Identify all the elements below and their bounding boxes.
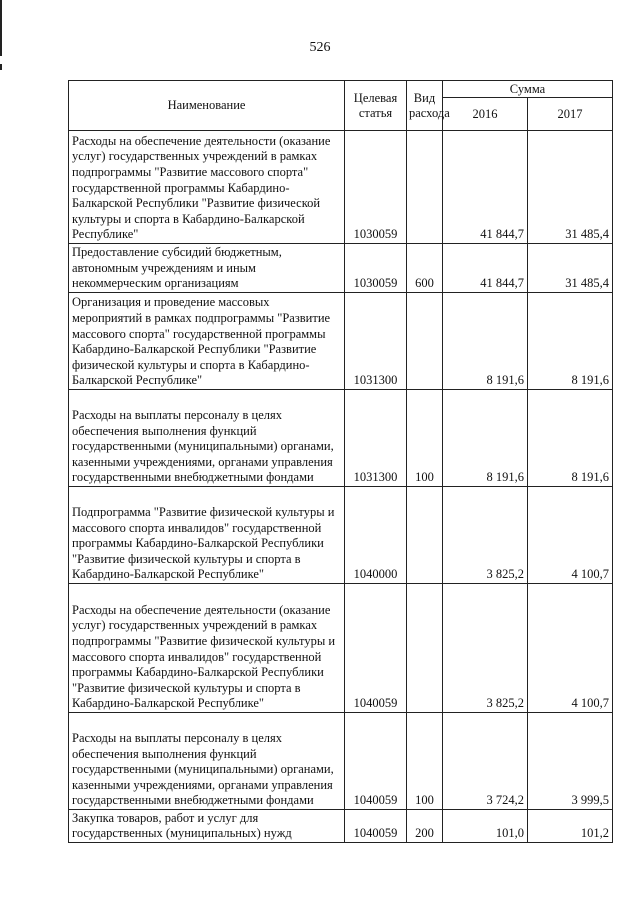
row-sum-2017: 4 100,7 — [528, 584, 613, 713]
row-sum-2016: 3 825,2 — [443, 487, 528, 584]
row-expense-type: 100 — [407, 713, 443, 810]
scan-edge-mark — [0, 64, 2, 70]
row-name: Подпрограмма "Развитие физической культуры и массового спорта инвалидов" государственной программы Кабардино-Балкарской Республики "Развитие физической культуры и спорта в Кабардино-Балкарской Республике" — [69, 487, 345, 584]
page-number: 526 — [309, 40, 331, 55]
row-target-code: 1031300 — [345, 390, 407, 487]
row-name: Расходы на выплаты персоналу в целях обеспечения выполнения функций государственными (муниципальными) органами, казенными учреждениями, органами управления государственными внебюджетными фондами — [69, 713, 345, 810]
row-sum-2017: 31 485,4 — [528, 131, 613, 244]
header-name: Наименование — [69, 81, 345, 131]
row-expense-type: 100 — [407, 390, 443, 487]
budget-table — [68, 80, 613, 843]
table-row — [69, 131, 613, 244]
row-name: Расходы на выплаты персоналу в целях обеспечения выполнения функций государственными (муниципальными) органами, казенными учреждениями, органами управления государственными внебюджетными фондами — [69, 390, 345, 487]
row-sum-2016: 101,0 — [443, 810, 528, 843]
row-expense-type: 600 — [407, 244, 443, 293]
row-sum-2017: 31 485,4 — [528, 244, 613, 293]
row-expense-type — [407, 487, 443, 584]
row-name: Организация и проведение массовых мероприятий в рамках подпрограммы "Развитие массового спорта" государственной программы Кабардино-Балкарской Республики "Развитие физической культуры и спорта в Кабардино-Балкарской Республике" — [69, 293, 345, 390]
row-target-code: 1031300 — [345, 293, 407, 390]
table-row — [69, 713, 613, 810]
row-sum-2017: 8 191,6 — [528, 293, 613, 390]
row-sum-2016: 8 191,6 — [443, 293, 528, 390]
row-expense-type — [407, 131, 443, 244]
row-expense-type — [407, 293, 443, 390]
table-row — [69, 390, 613, 487]
table-row — [69, 584, 613, 713]
row-target-code: 1040059 — [345, 713, 407, 810]
row-sum-2016: 3 825,2 — [443, 584, 528, 713]
table-row — [69, 293, 613, 390]
header-sum: Сумма — [443, 81, 613, 98]
row-sum-2017: 8 191,6 — [528, 390, 613, 487]
row-target-code: 1040000 — [345, 487, 407, 584]
row-sum-2017: 101,2 — [528, 810, 613, 843]
row-sum-2016: 41 844,7 — [443, 131, 528, 244]
table-row — [69, 244, 613, 293]
row-expense-type — [407, 584, 443, 713]
row-sum-2017: 4 100,7 — [528, 487, 613, 584]
header-expense-type: Вид расхода — [407, 81, 443, 131]
row-name: Расходы на обеспечение деятельности (оказание услуг) государственных учреждений в рамках подпрограммы "Развитие массового спорта" государственной программы Кабардино-Балкарской Республики "Развитие физической культуры и спорта в Кабардино-Балкарской Республике" — [69, 131, 345, 244]
row-target-code: 1040059 — [345, 584, 407, 713]
row-name: Расходы на обеспечение деятельности (оказание услуг) государственных учреждений в рамках подпрограммы "Развитие физической культуры и массового спорта инвалидов" государственной программы Кабардино-Балкарской Республики "Развитие физической культуры и спорта в Кабардино-Балкарской Республике" — [69, 584, 345, 713]
header-target-article: Целевая статья — [345, 81, 407, 131]
row-sum-2016: 41 844,7 — [443, 244, 528, 293]
table-row — [69, 487, 613, 584]
header-year-2016: 2016 — [443, 98, 528, 131]
row-expense-type: 200 — [407, 810, 443, 843]
table-row — [69, 810, 613, 843]
header-year-2017: 2017 — [528, 98, 613, 131]
row-target-code: 1030059 — [345, 131, 407, 244]
row-target-code: 1030059 — [345, 244, 407, 293]
row-name: Закупка товаров, работ и услуг для государственных (муниципальных) нужд — [69, 810, 345, 843]
row-sum-2016: 3 724,2 — [443, 713, 528, 810]
row-sum-2016: 8 191,6 — [443, 390, 528, 487]
row-target-code: 1040059 — [345, 810, 407, 843]
row-sum-2017: 3 999,5 — [528, 713, 613, 810]
row-name: Предоставление субсидий бюджетным, автономным учреждениям и иным некоммерческим организациям — [69, 244, 345, 293]
